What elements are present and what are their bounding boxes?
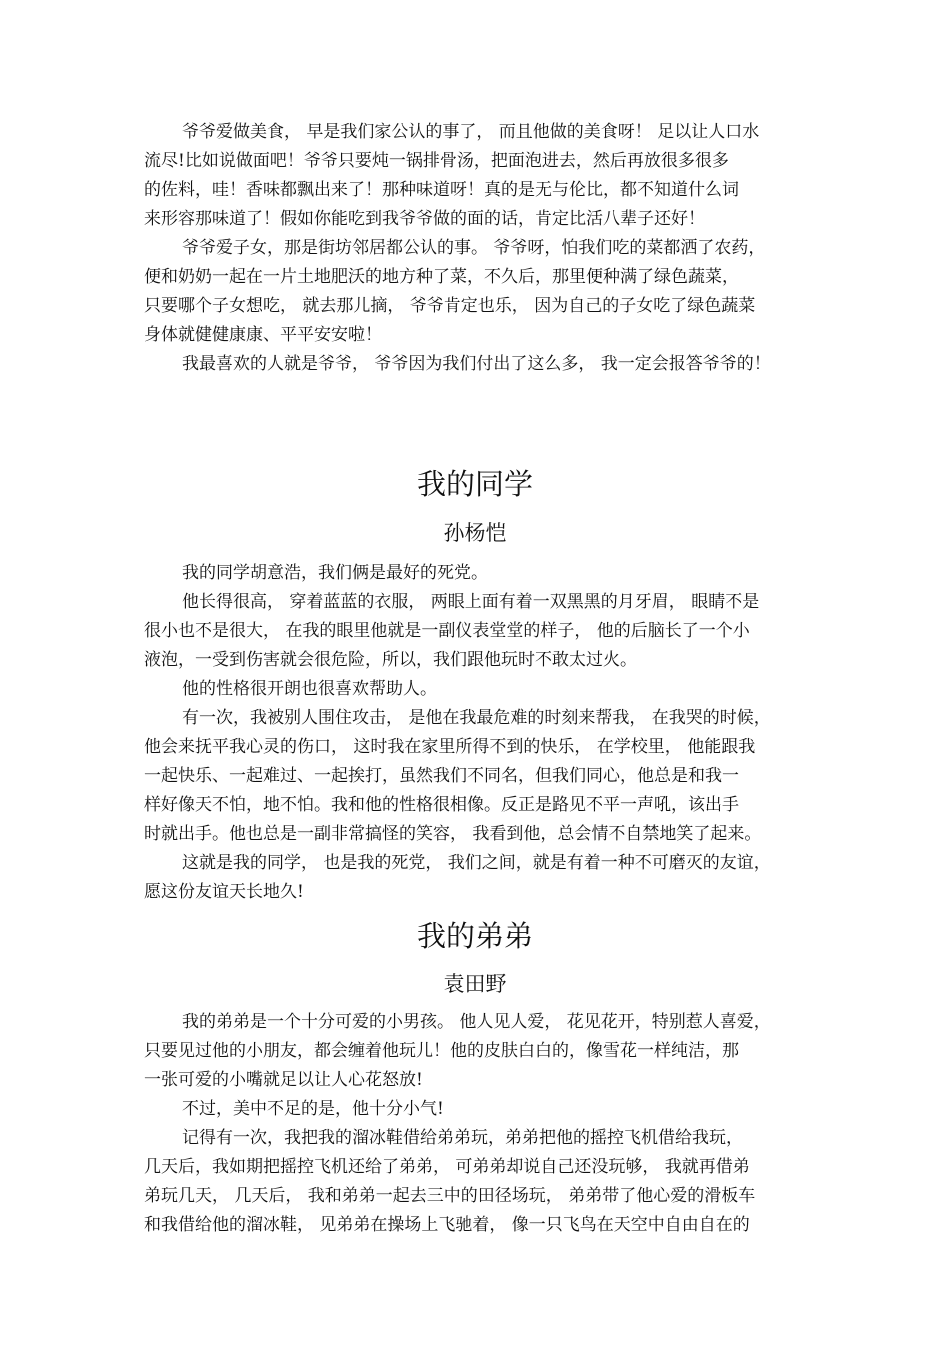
paragraph-line: 样好像天不怕，地不怕。我和他的性格很相像。反正是路见不平一声吼，该出手 [144,795,739,815]
paragraph-line: 和我借给他的溜冰鞋， 见弟弟在操场上飞驰着， 像一只飞鸟在天空中自由自在的 [144,1215,750,1235]
paragraph-line: 愿这份友谊天长地久! [144,882,304,902]
paragraph-line: 流尽!比如说做面吧！爷爷只要炖一锅排骨汤，把面泡进去，然后再放很多很多 [144,151,729,171]
paragraph-line: 爷爷爱做美食， 早是我们家公认的事了， 而且他做的美食呀！ 足以让人口水 [182,122,760,142]
paragraph-line: 身体就健健康康、平平安安啦！ [144,325,382,345]
paragraph-line: 我的弟弟是一个十分可爱的小男孩。 他人见人爱， 花见花开，特别惹人喜爱， [182,1012,771,1032]
paragraph-line: 记得有一次，我把我的溜冰鞋借给弟弟玩，弟弟把他的摇控飞机借给我玩， [182,1128,743,1148]
paragraph-line: 的佐料，哇！香味都飘出来了！那种味道呀！真的是无与伦比，都不知道什么词 [144,180,739,200]
paragraph-line: 几天后，我如期把摇控飞机还给了弟弟， 可弟弟却说自己还没玩够， 我就再借弟 [144,1157,750,1177]
paragraph-line: 一张可爱的小嘴就足以让人心花怒放! [144,1070,423,1090]
paragraph-line: 我最喜欢的人就是爷爷， 爷爷因为我们付出了这么多， 我一定会报答爷爷的！ [182,354,771,374]
paragraph-line: 我的同学胡意浩，我们俩是最好的死党。 [182,563,488,583]
paragraph-line: 他会来抚平我心灵的伤口， 这时我在家里所得不到的快乐， 在学校里， 他能跟我 [144,737,756,757]
paragraph-line: 只要哪个子女想吃， 就去那儿摘， 爷爷肯定也乐， 因为自己的子女吃了绿色蔬菜 [144,296,756,316]
paragraph-line: 很小也不是很大， 在我的眼里他就是一副仪表堂堂的样子， 他的后脑长了一个小 [144,621,750,641]
paragraph-line: 爷爷爱子女，那是街坊邻居都公认的事。 爷爷呀，怕我们吃的菜都洒了农药， [182,238,766,258]
essay-grandpa-body [144,118,806,379]
paragraph-line: 有一次，我被别人围住攻击， 是他在我最危难的时刻来帮我， 在我哭的时候， [182,708,771,728]
paragraph-line: 弟玩几天， 几天后， 我和弟弟一起去三中的田径场玩， 弟弟带了他心爱的滑板车 [144,1186,756,1206]
essay-title-classmate: 我的同学 [416,467,533,501]
paragraph-line: 只要见过他的小朋友，都会缠着他玩儿！他的皮肤白白的，像雪花一样纯洁，那 [144,1041,739,1061]
essay-classmate-body [144,559,806,907]
essay-author-brother: 袁田野 [443,972,507,996]
essay-brother-body [144,1008,806,1240]
paragraph-line: 来形容那味道了！假如你能吃到我爷爷做的面的话，肯定比活八辈子还好！ [144,209,705,229]
paragraph-line: 液泡，一受到伤害就会很危险，所以，我们跟他玩时不敢太过火。 [144,650,637,670]
paragraph-line: 不过，美中不足的是，他十分小气! [182,1099,444,1119]
paragraph-line: 便和奶奶一起在一片土地肥沃的地方种了菜，不久后，那里便种满了绿色蔬菜， [144,267,739,287]
paragraph-line: 他长得很高， 穿着蓝蓝的衣服， 两眼上面有着一双黑黑的月牙眉， 眼睛不是 [182,592,760,612]
paragraph-line: 这就是我的同学， 也是我的死党， 我们之间，就是有着一种不可磨灭的友谊， [182,853,771,873]
essay-author-classmate: 孙杨恺 [443,521,507,545]
paragraph-line: 时就出手。他也总是一副非常搞怪的笑容， 我看到他，总会情不自禁地笑了起来。 [144,824,762,844]
paragraph-line: 一起快乐、一起难过、一起挨打，虽然我们不同名，但我们同心，他总是和我一 [144,766,739,786]
paragraph-line: 他的性格很开朗也很喜欢帮助人。 [182,679,437,699]
essay-title-brother: 我的弟弟 [416,919,533,953]
